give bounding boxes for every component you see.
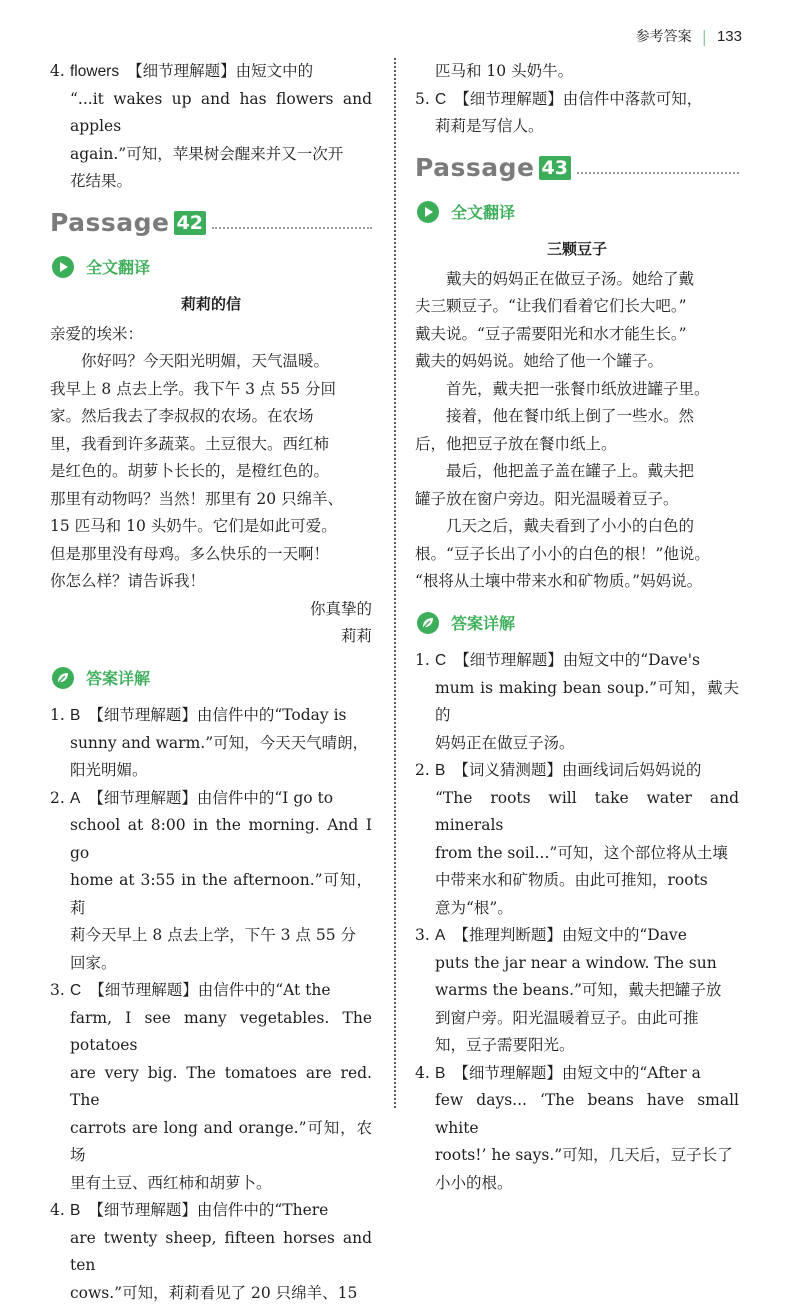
answer-line: 意为“根”。 bbox=[435, 895, 739, 923]
answer-line: “The roots will take water and minerals bbox=[435, 785, 739, 840]
answer-item-2 bbox=[415, 757, 739, 922]
passage-number-badge: 43 bbox=[539, 156, 571, 180]
leaf-circle-icon bbox=[417, 612, 439, 634]
story-line: 夫三颗豆子。“让我们看着它们长大吧。” bbox=[415, 293, 739, 321]
story-line: 最后，他把盖子盖在罐子上。戴夫把 bbox=[415, 458, 739, 486]
passage-word: Passage bbox=[50, 209, 170, 237]
answer-line: roots!’ he says.”可知，几天后，豆子长了 bbox=[435, 1142, 739, 1170]
answer-line: few days... ‘The beans have small white bbox=[435, 1087, 739, 1142]
letter-greeting: 亲爱的埃米： bbox=[50, 321, 372, 349]
answer-number: 1. bbox=[415, 647, 430, 675]
answer-number: 3. bbox=[415, 922, 430, 950]
answer-letter: B bbox=[70, 1202, 80, 1219]
answer-letter: A bbox=[70, 790, 80, 807]
letter-line: 你怎么样？请告诉我！ bbox=[50, 568, 372, 596]
answer-line: 【细节理解题】由短文中的 bbox=[127, 62, 313, 80]
letter-line: 15 匹马和 10 头奶牛。它们是如此可爱。 bbox=[50, 513, 372, 541]
story-line: “根将从土壤中带来水和矿物质。”妈妈说。 bbox=[415, 568, 739, 596]
answer-letter: B bbox=[435, 762, 445, 779]
answer-item-1 bbox=[415, 647, 739, 757]
answer-line: “...it wakes up and has flowers and apples bbox=[70, 86, 372, 141]
answer-line: 莉今天早上 8 点去上学，下午 3 点 55 分 bbox=[70, 922, 372, 950]
right-column bbox=[415, 58, 739, 1197]
answer-number: 5. bbox=[415, 86, 430, 114]
story-line: 戴夫说。“豆子需要阳光和水才能生长。” bbox=[415, 321, 739, 349]
answer-number: 2. bbox=[415, 757, 430, 785]
answer-number: 4. bbox=[415, 1060, 430, 1088]
answer-line: 【词义猜测题】由画线词后妈妈说的 bbox=[453, 761, 701, 779]
answer-line: 【推理判断题】由短文中的“Dave bbox=[453, 926, 687, 944]
answers-section-header bbox=[52, 665, 372, 693]
answer-line: carrots are long and orange.”可知，农场 bbox=[70, 1115, 372, 1170]
answer-item-1 bbox=[50, 702, 372, 785]
story-line: 根。“豆子长出了小小的白色的根！”他说。 bbox=[415, 541, 739, 569]
page-number: 133 bbox=[717, 28, 742, 45]
translation-section-header bbox=[417, 199, 739, 227]
answer-line: school at 8:00 in the morning. And I go bbox=[70, 812, 372, 867]
section-title: 答案详解 bbox=[451, 610, 515, 638]
answer-number: 4. bbox=[50, 1197, 65, 1225]
answer-line: 【细节理解题】由信件中落款可知， bbox=[454, 90, 702, 108]
answer-line: 回家。 bbox=[70, 950, 372, 978]
passage-dotted-rule bbox=[212, 227, 372, 229]
answer-item-5 bbox=[415, 86, 739, 141]
play-circle-icon bbox=[417, 201, 439, 223]
section-title: 全文翻译 bbox=[451, 199, 515, 227]
letter-line: 是红色的。胡萝卜长长的，是橙红色的。 bbox=[50, 458, 372, 486]
answer-line: 里有土豆、西红柿和胡萝卜。 bbox=[70, 1170, 372, 1198]
letter-title: 莉莉的信 bbox=[50, 291, 372, 319]
section-title: 全文翻译 bbox=[86, 254, 150, 282]
answer-line: 【细节理解题】由信件中的“There bbox=[88, 1201, 328, 1219]
letter-line: 里，我看到许多蔬菜。土豆很大。西红柿 bbox=[50, 431, 372, 459]
play-circle-icon bbox=[52, 256, 74, 278]
answer-letter: B bbox=[70, 707, 80, 724]
answer-line: again.”可知，苹果树会醒来并又一次开 bbox=[70, 141, 372, 169]
answer-line: farm, I see many vegetables. The potatoes bbox=[70, 1005, 372, 1060]
left-column bbox=[50, 58, 372, 1307]
answer-number: 1. bbox=[50, 702, 65, 730]
letter-line: 家。然后我去了李叔叔的农场。在农场 bbox=[50, 403, 372, 431]
letter-line: 你好吗？今天阳光明媚，天气温暖。 bbox=[50, 348, 372, 376]
answer-item-3 bbox=[50, 977, 372, 1197]
answer-line: 花结果。 bbox=[70, 168, 372, 196]
passage-dotted-rule bbox=[577, 172, 739, 174]
answer-line: cows.”可知，莉莉看见了 20 只绵羊、15 bbox=[70, 1280, 372, 1307]
answer-number: 4. bbox=[50, 58, 65, 86]
answer-number: 3. bbox=[50, 977, 65, 1005]
answers-section-header bbox=[417, 610, 739, 638]
translation-section-header bbox=[52, 254, 372, 282]
header-section: 参考答案 bbox=[636, 26, 692, 46]
story-line: 后，他把豆子放在餐巾纸上。 bbox=[415, 431, 739, 459]
answer-line: 到窗户旁。阳光温暖着豆子。由此可推 bbox=[435, 1005, 739, 1033]
letter-line: 那里有动物吗？当然！那里有 20 只绵羊、 bbox=[50, 486, 372, 514]
answer-line: puts the jar near a window. The sun bbox=[435, 950, 739, 978]
letter-closing: 你真挚的 bbox=[50, 596, 372, 624]
answer-item-prev-4 bbox=[50, 58, 372, 196]
passage-number-badge: 42 bbox=[174, 211, 206, 235]
column-divider bbox=[394, 58, 396, 1108]
answer-line: are very big. The tomatoes are red. The bbox=[70, 1060, 372, 1115]
story-line: 首先，戴夫把一张餐巾纸放进罐子里。 bbox=[415, 376, 739, 404]
answer-line: 【细节理解题】由信件中的“I go to bbox=[88, 789, 333, 807]
letter-line: 但是那里没有母鸡。多么快乐的一天啊！ bbox=[50, 541, 372, 569]
answer-line: 【细节理解题】由信件中的“At the bbox=[89, 981, 330, 999]
story-line: 几天之后，戴夫看到了小小的白色的 bbox=[415, 513, 739, 541]
answer-line: sunny and warm.”可知，今天天气晴朗， bbox=[70, 730, 372, 758]
answer-item-2 bbox=[50, 785, 372, 978]
answer-line: 【细节理解题】由短文中的“After a bbox=[453, 1064, 701, 1082]
answer-letter: C bbox=[435, 91, 446, 108]
leaf-circle-icon bbox=[52, 667, 74, 689]
page-header bbox=[636, 26, 742, 46]
story-line: 接着，他在餐巾纸上倒了一些水。然 bbox=[415, 403, 739, 431]
answer-item-3 bbox=[415, 922, 739, 1060]
answer-continuation: 匹马和 10 头奶牛。 bbox=[415, 58, 739, 86]
passage-heading bbox=[50, 206, 372, 240]
answer-line: 莉莉是写信人。 bbox=[435, 113, 739, 141]
letter-line: 我早上 8 点去上学。我下午 3 点 55 分回 bbox=[50, 376, 372, 404]
answer-line: from the soil...”可知，这个部位将从土壤 bbox=[435, 840, 739, 868]
answer-line: 【细节理解题】由信件中的“Today is bbox=[88, 706, 346, 724]
story-title: 三颗豆子 bbox=[415, 236, 739, 264]
answer-item-4 bbox=[415, 1060, 739, 1198]
answer-line: 【细节理解题】由短文中的“Dave's bbox=[454, 651, 700, 669]
answer-line: 小小的根。 bbox=[435, 1170, 739, 1198]
answer-line: 知，豆子需要阳光。 bbox=[435, 1032, 739, 1060]
answer-item-4 bbox=[50, 1197, 372, 1307]
answer-line: 中带来水和矿物质。由此可推知，roots bbox=[435, 867, 739, 895]
answer-line: home at 3:55 in the afternoon.”可知，莉 bbox=[70, 867, 372, 922]
story-line: 戴夫的妈妈正在做豆子汤。她给了戴 bbox=[415, 266, 739, 294]
answer-line: warms the beans.”可知，戴夫把罐子放 bbox=[435, 977, 739, 1005]
answer-line: mum is making bean soup.”可知，戴夫的 bbox=[435, 675, 739, 730]
answer-letter: B bbox=[435, 1065, 445, 1082]
answer-line: 妈妈正在做豆子汤。 bbox=[435, 730, 739, 758]
answer-letter: A bbox=[435, 927, 445, 944]
answer-line: are twenty sheep, fifteen horses and ten bbox=[70, 1225, 372, 1280]
letter-signature: 莉莉 bbox=[50, 623, 372, 651]
passage-word: Passage bbox=[415, 154, 535, 182]
section-title: 答案详解 bbox=[86, 665, 150, 693]
answer-letter: flowers bbox=[70, 63, 119, 80]
story-line: 戴夫的妈妈说。她给了他一个罐子。 bbox=[415, 348, 739, 376]
header-separator: | bbox=[702, 27, 707, 46]
answer-line: 阳光明媚。 bbox=[70, 757, 372, 785]
answer-number: 2. bbox=[50, 785, 65, 813]
answer-letter: C bbox=[70, 982, 81, 999]
answer-letter: C bbox=[435, 652, 446, 669]
story-line: 罐子放在窗户旁边。阳光温暖着豆子。 bbox=[415, 486, 739, 514]
passage-heading bbox=[415, 151, 739, 185]
